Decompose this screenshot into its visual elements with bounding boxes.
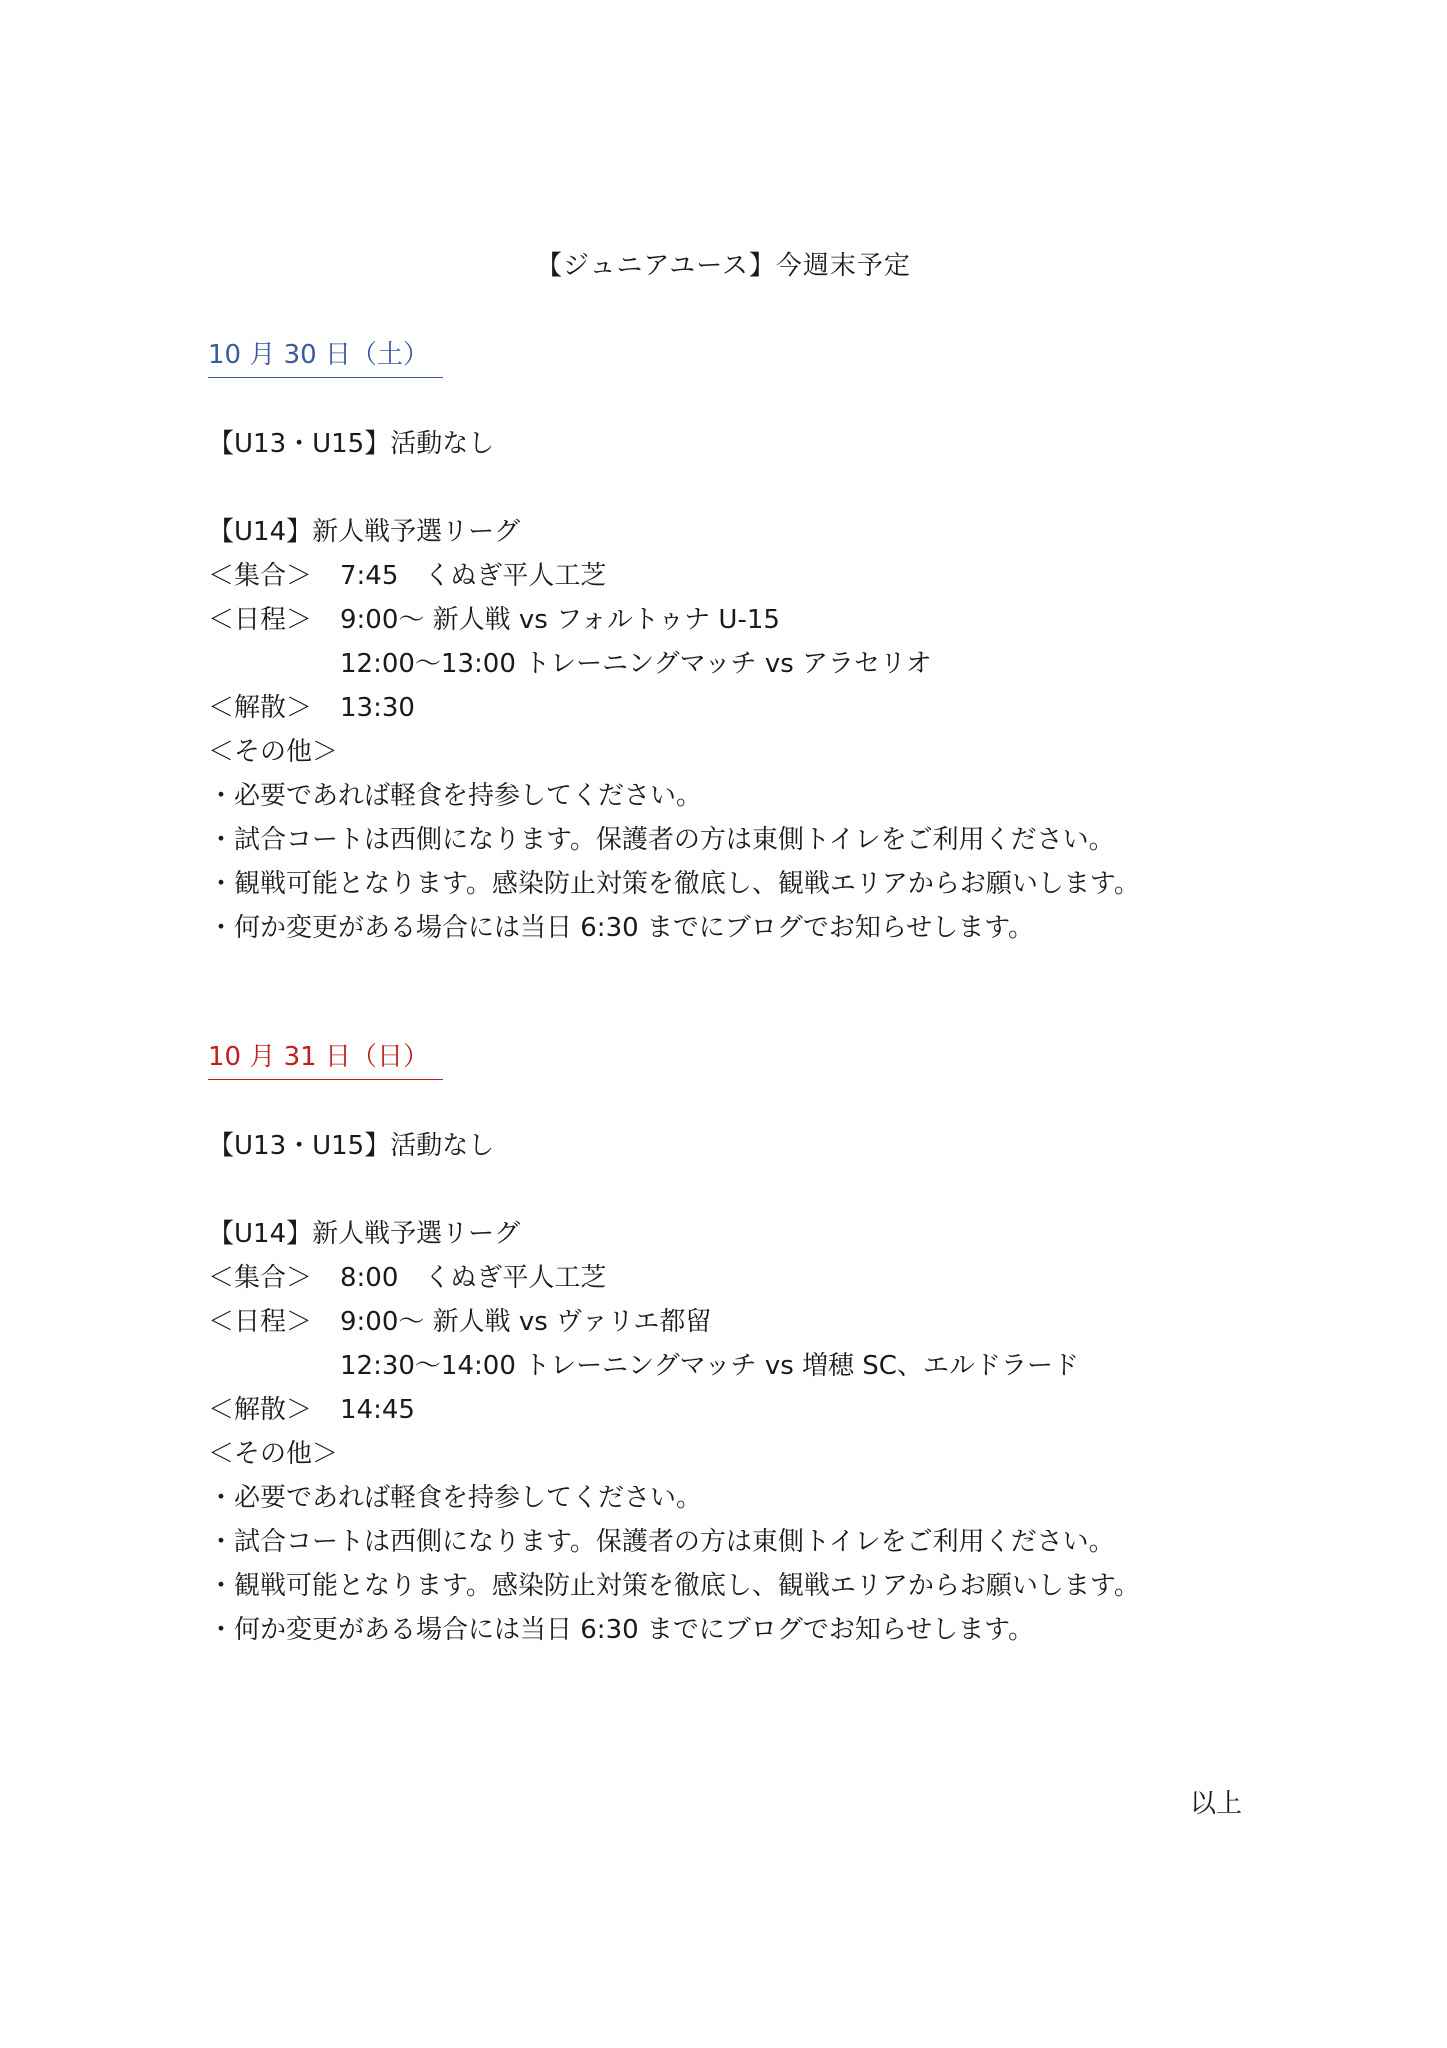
day-section-1 [208, 333, 1258, 950]
schedule-row-schedule-continued [208, 1344, 1258, 1388]
row-value: 8:00 くぬぎ平人工芝 [340, 1263, 607, 1293]
row-label: ＜解散＞ [208, 1395, 313, 1425]
schedule-row-dismissal [208, 1388, 1258, 1432]
note-item: ・必要であれば軽食を持参してください。 [208, 781, 703, 811]
other-label: ＜その他＞ [208, 1439, 339, 1469]
row-label: ＜解散＞ [208, 693, 313, 723]
u13-u15-status: 【U13・U15】活動なし [208, 1131, 495, 1161]
other-label: ＜その他＞ [208, 737, 339, 767]
schedule-row-dismissal [208, 686, 1258, 730]
row-value: 9:00～ 新人戦 vs ヴァリエ都留 [340, 1307, 712, 1337]
row-value: 14:45 [340, 1395, 415, 1425]
schedule-row-schedule [208, 598, 1258, 642]
note-item: ・観戦可能となります。感染防止対策を徹底し、観戦エリアからお願いします。 [208, 869, 1140, 899]
row-value: 13:30 [340, 693, 415, 723]
closing-mark: 以上 [1190, 1789, 1243, 1819]
document-title: 【ジュニアユース】今週末予定 [536, 251, 911, 281]
schedule-row-assembly [208, 1256, 1258, 1300]
row-value: 9:00～ 新人戦 vs フォルトゥナ U-15 [340, 605, 780, 635]
note-item: ・何か変更がある場合には当日 6:30 までにブログでお知らせします。 [208, 913, 1035, 943]
u14-heading: 【U14】新人戦予選リーグ [208, 1219, 521, 1249]
row-label: ＜日程＞ [208, 1307, 313, 1337]
schedule-row-assembly [208, 554, 1258, 598]
row-label: ＜集合＞ [208, 561, 313, 591]
note-item: ・必要であれば軽食を持参してください。 [208, 1483, 703, 1513]
day-section-2 [208, 1035, 1258, 1652]
day-date-heading: 10 月 31 日（日） [208, 1035, 443, 1080]
note-item: ・観戦可能となります。感染防止対策を徹底し、観戦エリアからお願いします。 [208, 1571, 1140, 1601]
note-item: ・試合コートは西側になります。保護者の方は東側トイレをご利用ください。 [208, 1527, 1115, 1557]
row-label: ＜日程＞ [208, 605, 313, 635]
row-value: 7:45 くぬぎ平人工芝 [340, 561, 607, 591]
row-label: ＜集合＞ [208, 1263, 313, 1293]
row-value: 12:00～13:00 トレーニングマッチ vs アラセリオ [340, 649, 932, 679]
row-value: 12:30～14:00 トレーニングマッチ vs 増穂 SC、エルドラード [340, 1351, 1079, 1381]
note-item: ・何か変更がある場合には当日 6:30 までにブログでお知らせします。 [208, 1615, 1035, 1645]
u14-heading: 【U14】新人戦予選リーグ [208, 517, 521, 547]
u13-u15-status: 【U13・U15】活動なし [208, 429, 495, 459]
note-item: ・試合コートは西側になります。保護者の方は東側トイレをご利用ください。 [208, 825, 1115, 855]
day-date-heading: 10 月 30 日（土） [208, 333, 443, 378]
schedule-row-schedule-continued [208, 642, 1258, 686]
schedule-row-schedule [208, 1300, 1258, 1344]
